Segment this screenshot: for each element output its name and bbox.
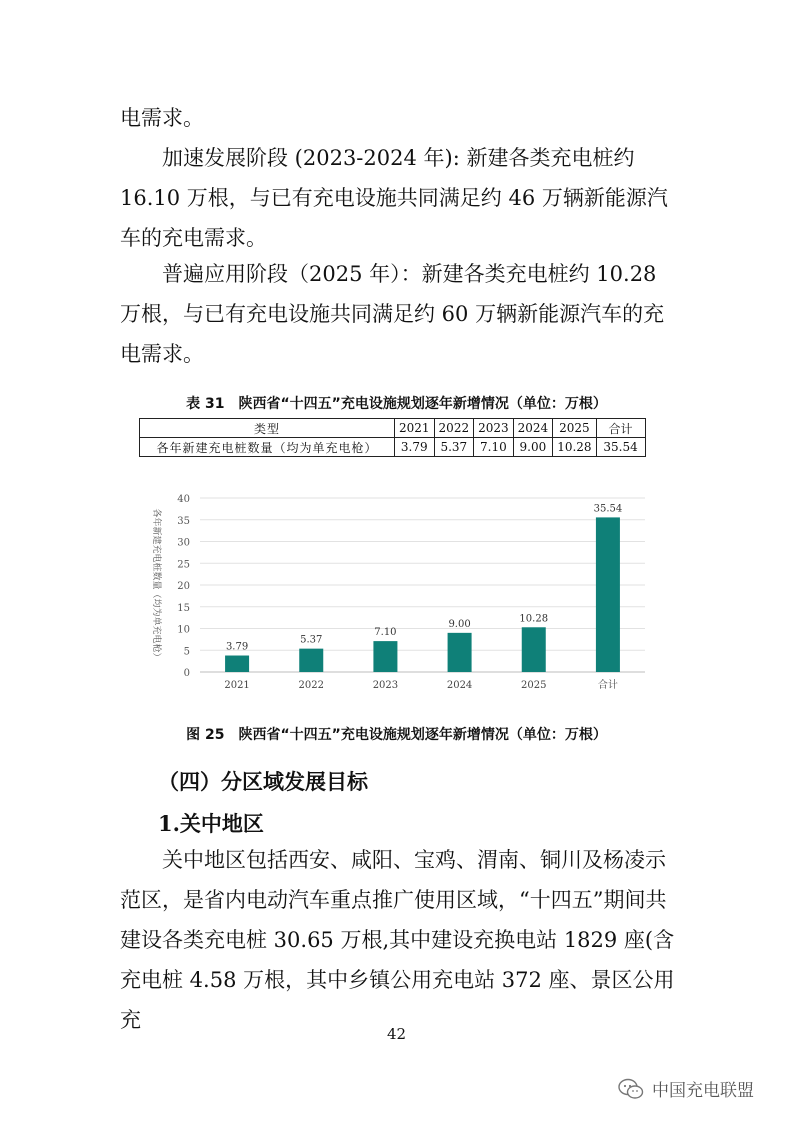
y-tick-label: 35 bbox=[177, 515, 190, 527]
watermark-text: 中国充电联盟 bbox=[652, 1081, 754, 1101]
page-number: 42 bbox=[386, 1025, 407, 1043]
y-axis-label: 各年新建充电桩数量（均为单充电枪） bbox=[151, 508, 161, 662]
section-heading: （四）分区域发展目标 bbox=[158, 770, 368, 794]
x-tick-label: 2021 bbox=[224, 680, 250, 691]
y-tick-label: 20 bbox=[177, 581, 190, 592]
data-table bbox=[139, 418, 646, 457]
table-header-cell: 合计 bbox=[596, 419, 645, 438]
table-caption: 表 31 陕西省“十四五”充电设施规划逐年新增情况（单位：万根） bbox=[186, 396, 607, 412]
y-tick-label: 0 bbox=[183, 668, 190, 679]
table-header-cell: 2025 bbox=[553, 419, 596, 438]
y-tick-label: 15 bbox=[177, 602, 190, 614]
table-cell: 10.28 bbox=[553, 438, 596, 457]
y-tick-label: 10 bbox=[177, 624, 190, 636]
x-tick-label: 2024 bbox=[446, 680, 473, 691]
bar bbox=[299, 649, 323, 672]
paragraph-accelerated-stage: 加速发展阶段 (2023-2024 年): 新建各类充电桩约 16.10 万根，与已有充电设施共同满足约 46 万辆新能源汽车的充电需求。 bbox=[120, 146, 668, 250]
paragraph-guanzhong: 关中地区包括西安、咸阳、宝鸡、渭南、铜川及杨凌示范区，是省内电动汽车重点推广使用区域，“十四五”期间共建设各类充电桩 30.65 万根,其中建设充换电站 1829 座(含充电桩 4.58 万根，其中乡镇公用充电站 372 座、景区公用充 bbox=[120, 848, 675, 1032]
table-cell: 3.79 bbox=[395, 438, 435, 457]
bar bbox=[225, 656, 249, 672]
data-label: 5.37 bbox=[300, 634, 323, 646]
wechat-icon bbox=[618, 1078, 644, 1100]
bar-chart bbox=[140, 488, 660, 698]
watermark bbox=[618, 1076, 754, 1101]
figure-caption: 图 25 陕西省“十四五”充电设施规划逐年新增情况（单位：万根） bbox=[186, 727, 607, 743]
bar bbox=[596, 517, 620, 672]
bar bbox=[522, 627, 546, 672]
x-tick-label: 2023 bbox=[372, 680, 399, 691]
x-tick-label: 合计 bbox=[597, 680, 618, 691]
table-cell: 9.00 bbox=[513, 438, 553, 457]
table-header-cell: 2023 bbox=[474, 419, 514, 438]
paragraph-continuation: 电需求。 bbox=[120, 106, 204, 130]
y-tick-label: 25 bbox=[177, 559, 190, 571]
table-row bbox=[140, 438, 646, 457]
data-label: 10.28 bbox=[519, 613, 549, 625]
x-tick-label: 2022 bbox=[298, 680, 324, 691]
subsection-heading: 1.关中地区 bbox=[158, 811, 264, 836]
table-cell: 5.37 bbox=[434, 438, 474, 457]
bar bbox=[448, 633, 472, 672]
y-tick-label: 40 bbox=[177, 494, 190, 505]
table-cell: 7.10 bbox=[474, 438, 514, 457]
table-cell: 各年新建充电桩数量（均为单充电枪） bbox=[140, 438, 395, 457]
table-header-cell: 类型 bbox=[140, 419, 395, 438]
y-tick-label: 5 bbox=[183, 646, 190, 658]
table-header-row bbox=[140, 419, 646, 438]
y-tick-label: 30 bbox=[177, 537, 190, 549]
table-header-cell: 2024 bbox=[513, 419, 553, 438]
data-label: 7.10 bbox=[374, 627, 397, 639]
data-label: 9.00 bbox=[448, 618, 471, 630]
x-tick-label: 2025 bbox=[521, 680, 547, 691]
table-header-cell: 2021 bbox=[395, 419, 435, 438]
table-header-cell: 2022 bbox=[434, 419, 474, 438]
data-label: 35.54 bbox=[593, 503, 623, 515]
data-label: 3.79 bbox=[225, 641, 249, 653]
bar bbox=[373, 641, 397, 672]
paragraph-general-stage: 普遍应用阶段（2025 年）：新建各类充电桩约 10.28 万根，与已有充电设施共同满足约 60 万辆新能源汽车的充电需求。 bbox=[120, 262, 665, 366]
table-cell: 35.54 bbox=[596, 438, 645, 457]
